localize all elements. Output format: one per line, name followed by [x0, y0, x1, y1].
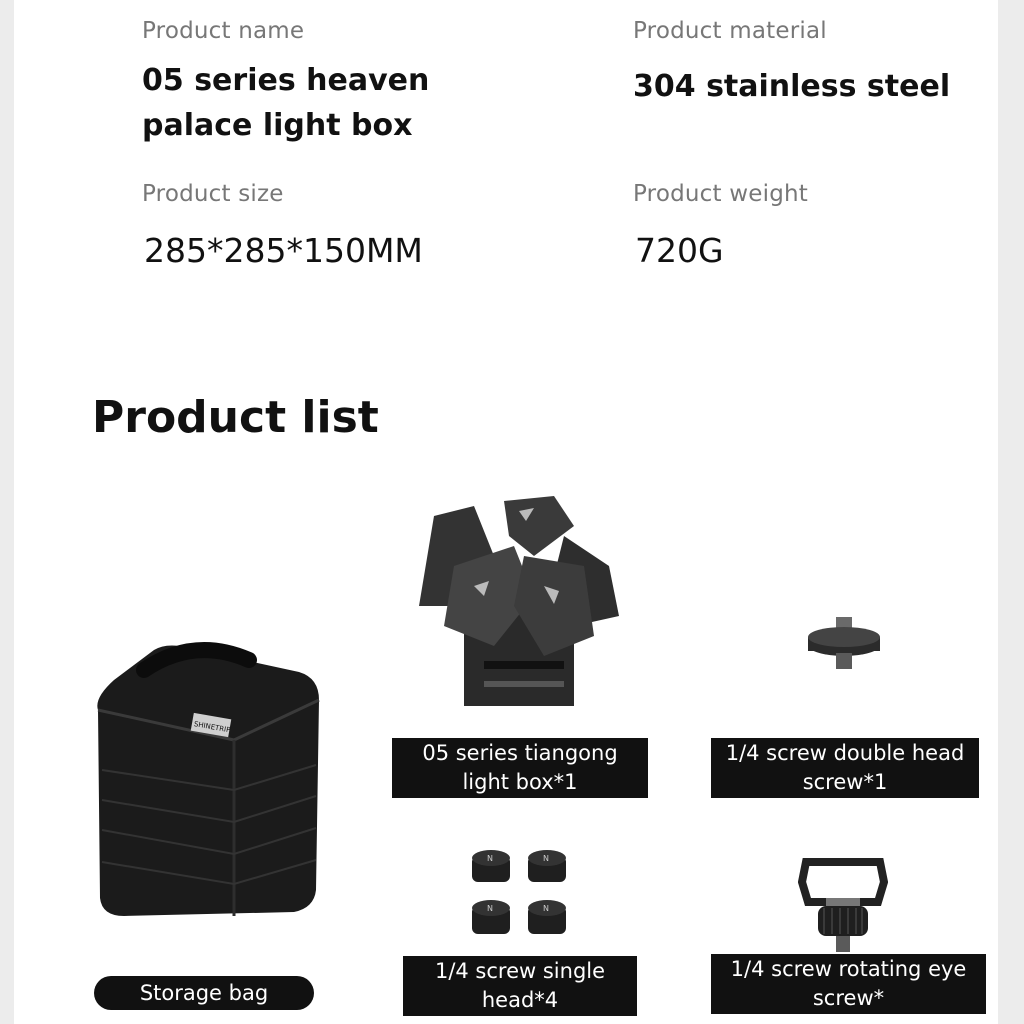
- caption-light-box-line2: light box*1: [462, 770, 578, 794]
- caption-single-head-screw: [403, 956, 637, 1016]
- caption-double-head-screw: [711, 738, 979, 798]
- product-name-line1: 05 series heaven: [142, 63, 430, 98]
- caption-single-head-screw-line2: head*4: [481, 988, 559, 1012]
- product-weight-value: 720G: [635, 231, 724, 270]
- light-box-icon: [414, 496, 624, 716]
- product-size-label: Product size: [142, 181, 284, 207]
- product-list-title: Product list: [92, 392, 379, 443]
- product-material-label: Product material: [633, 18, 827, 44]
- svg-text:N: N: [543, 854, 549, 863]
- caption-double-head-screw-line2: screw*1: [802, 770, 888, 794]
- storage-bag-icon: [84, 640, 324, 920]
- single-head-screw-icon: [464, 846, 594, 946]
- product-material-value: 304 stainless steel: [633, 69, 951, 104]
- caption-storage-bag: [94, 976, 314, 1010]
- caption-double-head-screw-line1: 1/4 screw double head: [725, 741, 965, 765]
- rotating-eye-screw-icon: [798, 852, 888, 957]
- caption-single-head-screw-line1: 1/4 screw single: [434, 959, 606, 983]
- product-name-value: [142, 58, 429, 148]
- double-head-screw-icon: [804, 615, 884, 675]
- product-spec-page: [14, 0, 998, 1024]
- caption-rotating-eye-screw-line1: 1/4 screw rotating eye: [730, 957, 967, 981]
- product-size-value: 285*285*150MM: [144, 231, 423, 270]
- caption-light-box-line1: 05 series tiangong: [422, 741, 618, 765]
- bag-brand-tag: SHINETRIP: [193, 720, 231, 735]
- caption-rotating-eye-screw: [711, 954, 986, 1014]
- product-weight-label: Product weight: [633, 181, 808, 207]
- product-name-label: Product name: [142, 18, 305, 44]
- svg-text:N: N: [487, 904, 493, 913]
- svg-text:N: N: [487, 854, 493, 863]
- product-name-line2: palace light box: [142, 108, 413, 143]
- svg-text:N: N: [543, 904, 549, 913]
- caption-light-box: [392, 738, 648, 798]
- caption-storage-bag-line1: Storage bag: [139, 980, 269, 1005]
- caption-rotating-eye-screw-line2: screw*: [812, 986, 885, 1010]
